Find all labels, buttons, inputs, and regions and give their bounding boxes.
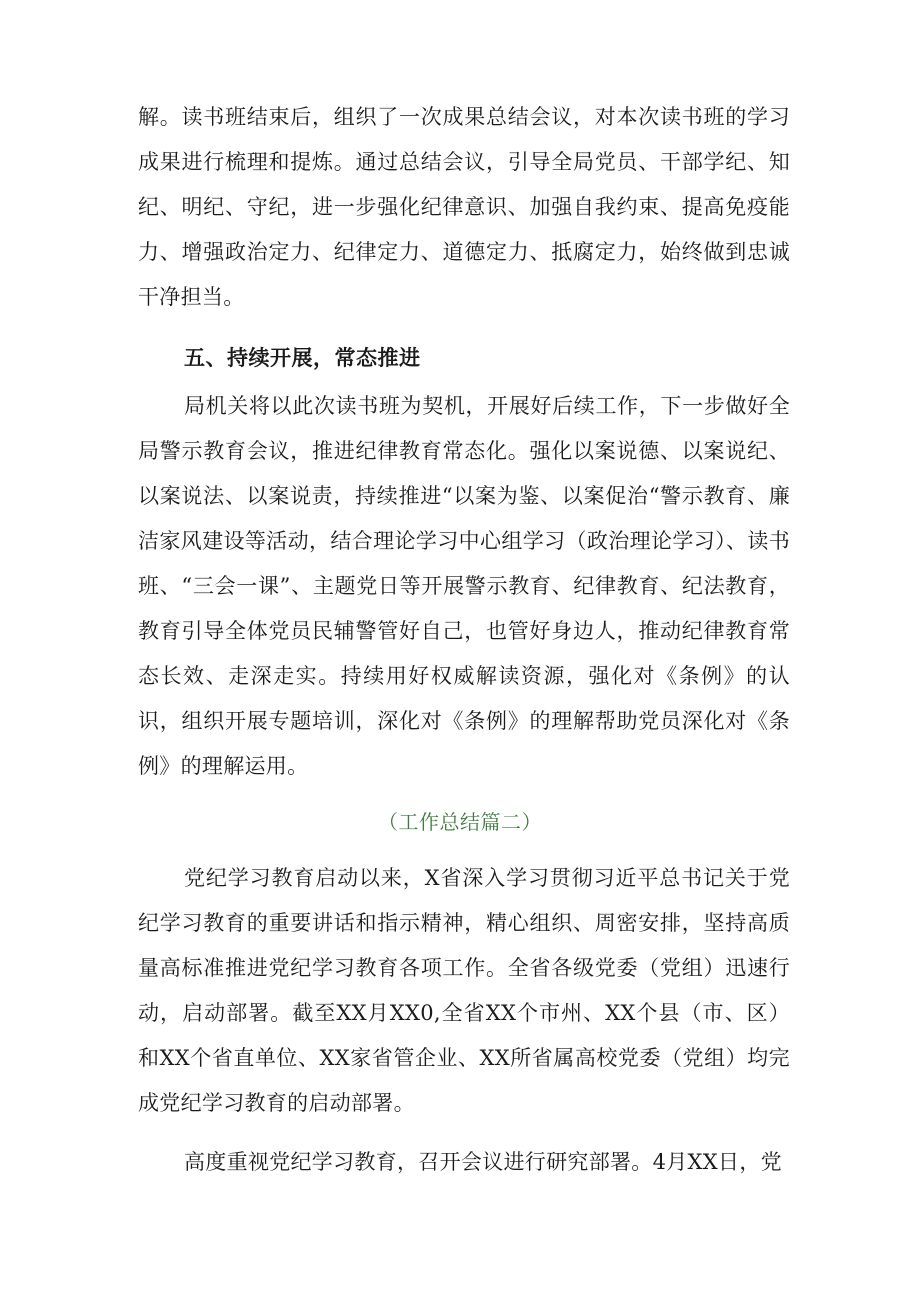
paragraph-section-five-body: 局机关将以此次读书班为契机，开展好后续工作，下一步做好全局警示教育会议，推进纪律教育常态化。强化以案说德、以案说纪、以案说法、以案说责，持续推进“以案为鉴、以案促治“警示教育、廉洁家风建设等活动，结合理论学习中心组学习（政治理论学习）、读书班、“三会一课”、主题党日等开展警示教育、纪律教育、纪法教育，教育引导全体党员民辅警管好自己，也管好身边人，推动纪律教育常态长效、走深走实。持续用好权威解读资源，强化对《条例》的认识，组织开展专题培训，深化对《条例》的理解帮助党员深化对《条例》的理解运用。 xyxy=(138,394,790,778)
paragraph-party-discipline-education-intro: 党纪学习教育启动以来，X省深入学习贯彻习近平总书记关于党纪学习教育的重要讲话和指示精神，精心组织、周密安排，坚持高质量高标准推进党纪学习教育各项工作。全省各级党委（党组）迅速行动，启动部署。截至XX月XX0,全省XX个市州、XX个县（市、区）和XX个省直单位、XX家省管企业、XX所省属高校党委（党组）均完成党纪学习教育的启动部署。 xyxy=(138,866,790,1115)
paragraph-reading-class-summary: 解。读书班结束后，组织了一次成果总结会议，对本次读书班的学习成果进行梳理和提炼。通过总结会议，引导全局党员、干部学纪、知纪、明纪、守纪，进一步强化纪律意识、加强自我约束、提高免疫能力、增强政治定力、纪律定力、道德定力、抵腐定力，始终做到忠诚干净担当。 xyxy=(138,105,790,309)
section-heading-continuous-development: 五、持续开展，常态推进 xyxy=(184,346,421,370)
work-summary-part-two-subtitle: （工作总结篇二） xyxy=(378,810,542,834)
paragraph-party-discipline-deployment: 高度重视党纪学习教育，召开会议进行研究部署。4月XX日，党 xyxy=(184,1150,782,1174)
